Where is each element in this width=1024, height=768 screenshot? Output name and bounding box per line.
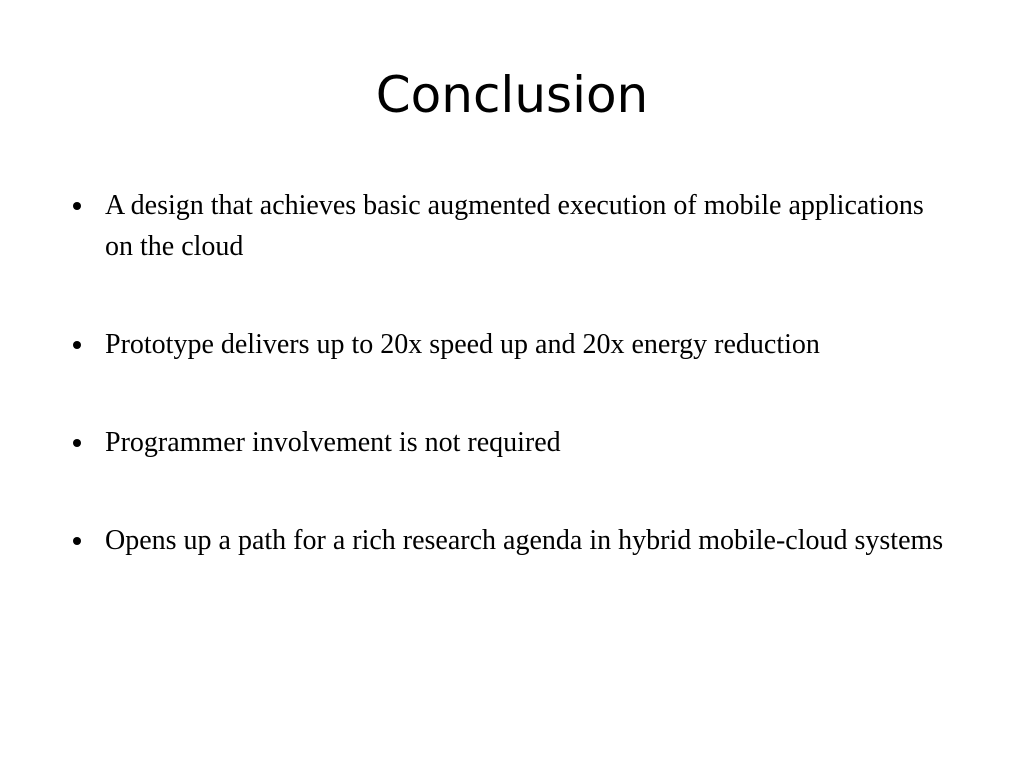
bullet-dot-icon: [73, 341, 81, 349]
bullet-text: Prototype delivers up to 20x speed up and 20x energy reduction: [105, 329, 820, 360]
slide-title: Conclusion: [375, 66, 649, 124]
bullet-text: Opens up a path for a rich research agenda in hybrid mobile-cloud systems: [105, 525, 944, 556]
bullet-dot-icon: [73, 202, 81, 210]
bullet-dot-icon: [73, 439, 81, 447]
bullet-text: A design that achieves basic augmented execution of mobile applications on the cloud: [105, 190, 924, 262]
bullet-text: Programmer involvement is not required: [105, 427, 561, 458]
bullet-dot-icon: [73, 537, 81, 545]
